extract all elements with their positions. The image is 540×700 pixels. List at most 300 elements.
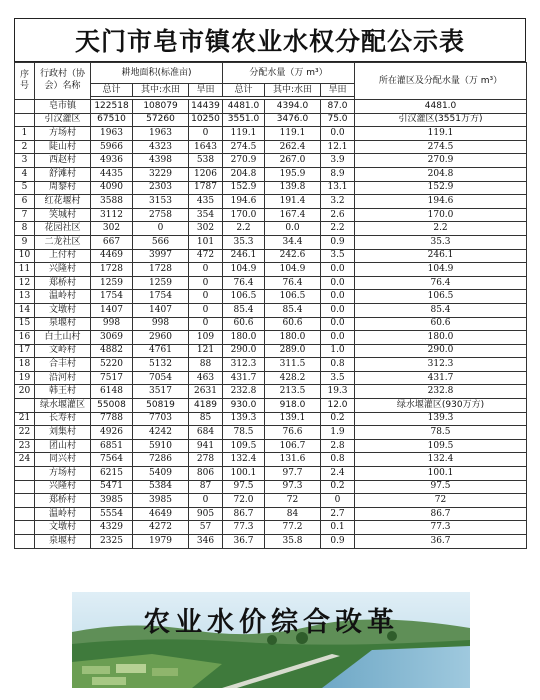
row-water-total: 312.3 (223, 358, 265, 372)
row-irrigation: 431.7 (355, 371, 527, 385)
row-seq: 7 (15, 208, 35, 222)
row-seq (15, 399, 35, 413)
row-water-total: 109.5 (223, 439, 265, 453)
row-village-name: 刘集村 (35, 426, 91, 440)
row-village-name: 郑桥村 (35, 494, 91, 508)
row-area-total: 5220 (91, 358, 133, 372)
row-water-paddy: 139.1 (265, 412, 321, 426)
row-water-dry: 0.0 (321, 331, 355, 345)
row-area-paddy: 2303 (133, 181, 189, 195)
row-water-paddy: 311.5 (265, 358, 321, 372)
row-seq (15, 467, 35, 481)
row-area-dry: 101 (189, 235, 223, 249)
row-area-total: 3112 (91, 208, 133, 222)
row-area-dry: 346 (189, 535, 223, 549)
row-area-total: 4882 (91, 344, 133, 358)
row-area-total: 3588 (91, 195, 133, 209)
row-village-name: 合丰村 (35, 358, 91, 372)
row-area-dry: 0 (189, 317, 223, 331)
row-water-dry: 0.8 (321, 358, 355, 372)
row-water-paddy: 195.9 (265, 167, 321, 181)
row-water-paddy: 213.5 (265, 385, 321, 399)
row-area-total: 302 (91, 222, 133, 236)
row-seq: 10 (15, 249, 35, 263)
row-village-name: 沿河村 (35, 371, 91, 385)
row-irrigation: 312.3 (355, 358, 527, 372)
row-village-name: 团山村 (35, 439, 91, 453)
row-area-total: 1728 (91, 263, 133, 277)
row-water-paddy: 428.2 (265, 371, 321, 385)
banner-image (72, 592, 470, 688)
row-seq (15, 521, 35, 535)
row-water-paddy: 76.4 (265, 276, 321, 290)
row-area-total: 4469 (91, 249, 133, 263)
row-area-dry: 109 (189, 331, 223, 345)
row-area-dry: 354 (189, 208, 223, 222)
row-area-total: 2325 (91, 535, 133, 549)
row-area-dry: 14439 (189, 100, 223, 114)
row-water-dry: 2.6 (321, 208, 355, 222)
header-water-group: 分配水量（万 m³） (223, 63, 355, 84)
table-header (15, 63, 527, 100)
row-area-total: 3069 (91, 331, 133, 345)
row-water-total: 431.7 (223, 371, 265, 385)
row-water-total: 85.4 (223, 303, 265, 317)
row-seq (15, 100, 35, 114)
row-area-paddy: 7703 (133, 412, 189, 426)
table-row (15, 494, 527, 508)
row-area-dry: 278 (189, 453, 223, 467)
row-village-name: 皂市镇 (35, 100, 91, 114)
row-area-total: 5554 (91, 507, 133, 521)
row-village-name: 花园社区 (35, 222, 91, 236)
row-seq: 22 (15, 426, 35, 440)
water-allocation-table-wrap (14, 62, 526, 549)
row-seq: 6 (15, 195, 35, 209)
header-area-total: 总计 (91, 84, 133, 97)
row-area-dry: 0 (189, 303, 223, 317)
row-water-paddy: 60.6 (265, 317, 321, 331)
row-area-paddy: 5910 (133, 439, 189, 453)
row-irrigation: 109.5 (355, 439, 527, 453)
row-seq: 14 (15, 303, 35, 317)
row-water-dry: 19.3 (321, 385, 355, 399)
row-irrigation: 274.5 (355, 140, 527, 154)
row-water-total: 139.3 (223, 412, 265, 426)
row-seq: 20 (15, 385, 35, 399)
table-body (15, 100, 527, 549)
header-water-total: 总计 (223, 84, 265, 97)
row-water-dry: 0 (321, 494, 355, 508)
row-village-name: 二龙社区 (35, 235, 91, 249)
row-irrigation: 4481.0 (355, 100, 527, 114)
row-area-dry: 10250 (189, 113, 223, 127)
row-water-total: 3551.0 (223, 113, 265, 127)
row-water-total: 246.1 (223, 249, 265, 263)
table-row (15, 358, 527, 372)
row-irrigation: 180.0 (355, 331, 527, 345)
row-water-dry: 3.5 (321, 371, 355, 385)
row-area-dry: 538 (189, 154, 223, 168)
row-area-paddy: 4323 (133, 140, 189, 154)
row-area-total: 6148 (91, 385, 133, 399)
row-area-total: 1259 (91, 276, 133, 290)
row-irrigation: 204.8 (355, 167, 527, 181)
row-area-dry: 806 (189, 467, 223, 481)
table-row (15, 167, 527, 181)
row-area-total: 7788 (91, 412, 133, 426)
row-water-total: 2.2 (223, 222, 265, 236)
row-water-paddy: 267.0 (265, 154, 321, 168)
row-area-paddy: 4761 (133, 344, 189, 358)
table-row (15, 222, 527, 236)
row-seq: 11 (15, 263, 35, 277)
row-water-total: 180.0 (223, 331, 265, 345)
row-area-total: 4936 (91, 154, 133, 168)
row-water-dry: 75.0 (321, 113, 355, 127)
row-water-paddy: 180.0 (265, 331, 321, 345)
row-area-paddy: 7286 (133, 453, 189, 467)
table-summary-row (15, 113, 527, 127)
row-water-dry: 0.2 (321, 412, 355, 426)
row-seq: 17 (15, 344, 35, 358)
row-water-paddy: 0.0 (265, 222, 321, 236)
row-irrigation: 97.5 (355, 480, 527, 494)
row-village-name: 文墩村 (35, 521, 91, 535)
row-irrigation: 60.6 (355, 317, 527, 331)
row-area-paddy: 1963 (133, 127, 189, 141)
row-area-paddy: 3997 (133, 249, 189, 263)
row-village-name: 红花堰村 (35, 195, 91, 209)
row-village-name: 温岭村 (35, 507, 91, 521)
row-seq (15, 535, 35, 549)
row-area-dry: 1206 (189, 167, 223, 181)
row-water-total: 97.5 (223, 480, 265, 494)
row-water-paddy: 34.4 (265, 235, 321, 249)
row-village-name: 同兴村 (35, 453, 91, 467)
row-area-total: 5471 (91, 480, 133, 494)
row-water-total: 204.8 (223, 167, 265, 181)
row-water-dry: 0.9 (321, 235, 355, 249)
row-water-paddy: 76.6 (265, 426, 321, 440)
row-seq: 12 (15, 276, 35, 290)
row-water-dry: 2.4 (321, 467, 355, 481)
row-water-dry: 3.2 (321, 195, 355, 209)
row-seq: 19 (15, 371, 35, 385)
table-row (15, 140, 527, 154)
row-irrigation: 76.4 (355, 276, 527, 290)
row-water-total: 270.9 (223, 154, 265, 168)
row-village-name: 舒滩村 (35, 167, 91, 181)
row-water-dry: 8.9 (321, 167, 355, 181)
row-water-dry: 2.7 (321, 507, 355, 521)
row-seq: 5 (15, 181, 35, 195)
row-village-name: 方场村 (35, 467, 91, 481)
row-village-name: 兴隆村 (35, 480, 91, 494)
table-row (15, 317, 527, 331)
row-water-total: 119.1 (223, 127, 265, 141)
row-water-paddy: 106.7 (265, 439, 321, 453)
row-area-total: 3985 (91, 494, 133, 508)
row-area-total: 4435 (91, 167, 133, 181)
row-water-total: 4481.0 (223, 100, 265, 114)
row-area-dry: 1787 (189, 181, 223, 195)
table-row (15, 507, 527, 521)
row-area-paddy: 566 (133, 235, 189, 249)
row-village-name: 文墩村 (35, 303, 91, 317)
row-seq: 23 (15, 439, 35, 453)
row-water-paddy: 289.0 (265, 344, 321, 358)
row-area-total: 4090 (91, 181, 133, 195)
row-water-total: 86.7 (223, 507, 265, 521)
row-area-paddy: 57260 (133, 113, 189, 127)
row-area-total: 4926 (91, 426, 133, 440)
row-water-paddy: 119.1 (265, 127, 321, 141)
row-irrigation: 35.3 (355, 235, 527, 249)
row-water-total: 72.0 (223, 494, 265, 508)
row-area-total: 7517 (91, 371, 133, 385)
row-water-paddy: 4394.0 (265, 100, 321, 114)
row-water-dry: 0.9 (321, 535, 355, 549)
row-water-total: 232.8 (223, 385, 265, 399)
header-irrigation: 所在灌区及分配水量（万 m³） (355, 63, 527, 100)
row-water-dry: 0.8 (321, 453, 355, 467)
table-row (15, 467, 527, 481)
row-seq: 18 (15, 358, 35, 372)
row-area-total: 1407 (91, 303, 133, 317)
row-seq: 3 (15, 154, 35, 168)
row-irrigation: 绿水堰灌区(930万方) (355, 399, 527, 413)
row-area-paddy: 3985 (133, 494, 189, 508)
row-village-name: 上付村 (35, 249, 91, 263)
row-water-total: 132.4 (223, 453, 265, 467)
row-water-dry: 1.9 (321, 426, 355, 440)
row-water-dry: 2.2 (321, 222, 355, 236)
row-area-total: 1963 (91, 127, 133, 141)
row-water-total: 104.9 (223, 263, 265, 277)
header-village: 行政村（协会）名称 (35, 63, 91, 100)
table-row (15, 535, 527, 549)
row-irrigation: 100.1 (355, 467, 527, 481)
row-village-name: 温岭村 (35, 290, 91, 304)
row-water-total: 100.1 (223, 467, 265, 481)
table-row (15, 249, 527, 263)
row-water-dry: 3.9 (321, 154, 355, 168)
row-water-dry: 0.0 (321, 127, 355, 141)
header-seq: 序号 (15, 63, 35, 100)
row-seq: 1 (15, 127, 35, 141)
row-water-dry: 13.1 (321, 181, 355, 195)
row-water-total: 35.3 (223, 235, 265, 249)
row-irrigation: 85.4 (355, 303, 527, 317)
row-village-name: 郑桥村 (35, 276, 91, 290)
row-water-paddy: 77.2 (265, 521, 321, 535)
row-water-paddy: 139.8 (265, 181, 321, 195)
row-area-paddy: 1407 (133, 303, 189, 317)
row-area-paddy: 1754 (133, 290, 189, 304)
row-water-total: 930.0 (223, 399, 265, 413)
row-water-paddy: 85.4 (265, 303, 321, 317)
row-water-paddy: 106.5 (265, 290, 321, 304)
row-area-dry: 85 (189, 412, 223, 426)
row-area-paddy: 2960 (133, 331, 189, 345)
row-water-paddy: 191.4 (265, 195, 321, 209)
row-water-paddy: 35.8 (265, 535, 321, 549)
table-row (15, 263, 527, 277)
table-row (15, 439, 527, 453)
row-area-dry: 88 (189, 358, 223, 372)
row-area-paddy: 5132 (133, 358, 189, 372)
row-irrigation: 119.1 (355, 127, 527, 141)
row-area-paddy: 5384 (133, 480, 189, 494)
row-water-total: 60.6 (223, 317, 265, 331)
row-area-paddy: 998 (133, 317, 189, 331)
row-water-dry: 0.0 (321, 263, 355, 277)
row-irrigation: 270.9 (355, 154, 527, 168)
row-water-dry: 12.1 (321, 140, 355, 154)
row-area-paddy: 4242 (133, 426, 189, 440)
table-summary-row (15, 399, 527, 413)
row-seq: 15 (15, 317, 35, 331)
row-area-paddy: 3517 (133, 385, 189, 399)
row-village-name: 长寿村 (35, 412, 91, 426)
row-area-paddy: 5409 (133, 467, 189, 481)
row-water-total: 170.0 (223, 208, 265, 222)
row-irrigation: 170.0 (355, 208, 527, 222)
row-village-name: 陡山村 (35, 140, 91, 154)
row-irrigation: 78.5 (355, 426, 527, 440)
row-village-name: 白土山村 (35, 331, 91, 345)
row-area-dry: 684 (189, 426, 223, 440)
table-row (15, 453, 527, 467)
row-village-name: 文岭村 (35, 344, 91, 358)
header-area-group: 耕地面积(标准亩) (91, 63, 223, 84)
row-irrigation: 152.9 (355, 181, 527, 195)
row-water-total: 274.5 (223, 140, 265, 154)
row-seq: 4 (15, 167, 35, 181)
row-seq (15, 113, 35, 127)
table-row (15, 480, 527, 494)
row-area-dry: 1643 (189, 140, 223, 154)
row-seq: 2 (15, 140, 35, 154)
row-water-dry: 0.0 (321, 276, 355, 290)
row-area-paddy: 0 (133, 222, 189, 236)
row-area-dry: 905 (189, 507, 223, 521)
row-area-total: 55008 (91, 399, 133, 413)
row-area-paddy: 1259 (133, 276, 189, 290)
row-area-dry: 2631 (189, 385, 223, 399)
header-water-paddy: 其中:水田 (265, 84, 321, 97)
row-irrigation: 104.9 (355, 263, 527, 277)
row-water-dry: 3.5 (321, 249, 355, 263)
row-area-dry: 302 (189, 222, 223, 236)
row-irrigation: 290.0 (355, 344, 527, 358)
row-water-dry: 0.0 (321, 317, 355, 331)
row-area-paddy: 4398 (133, 154, 189, 168)
row-village-name: 笑城村 (35, 208, 91, 222)
row-irrigation: 106.5 (355, 290, 527, 304)
row-water-paddy: 3476.0 (265, 113, 321, 127)
row-area-paddy: 108079 (133, 100, 189, 114)
row-area-paddy: 50819 (133, 399, 189, 413)
row-area-total: 7564 (91, 453, 133, 467)
row-water-paddy: 104.9 (265, 263, 321, 277)
row-water-dry: 2.8 (321, 439, 355, 453)
water-allocation-table (14, 62, 527, 549)
table-row (15, 331, 527, 345)
table-summary-row (15, 100, 527, 114)
row-seq: 8 (15, 222, 35, 236)
row-area-dry: 0 (189, 290, 223, 304)
row-area-paddy: 3153 (133, 195, 189, 209)
row-irrigation: 86.7 (355, 507, 527, 521)
row-village-name: 方场村 (35, 127, 91, 141)
table-row (15, 154, 527, 168)
document-title: 天门市皂市镇农业水权分配公示表 (14, 18, 526, 62)
row-irrigation: 72 (355, 494, 527, 508)
row-irrigation: 引汉灌区(3551万方) (355, 113, 527, 127)
row-area-paddy: 4649 (133, 507, 189, 521)
row-area-dry: 463 (189, 371, 223, 385)
row-area-total: 6851 (91, 439, 133, 453)
row-area-paddy: 4272 (133, 521, 189, 535)
row-irrigation: 36.7 (355, 535, 527, 549)
row-village-name: 引汉灌区 (35, 113, 91, 127)
row-irrigation: 132.4 (355, 453, 527, 467)
row-water-dry: 1.0 (321, 344, 355, 358)
table-row (15, 344, 527, 358)
row-irrigation: 246.1 (355, 249, 527, 263)
row-area-dry: 941 (189, 439, 223, 453)
row-area-total: 6215 (91, 467, 133, 481)
row-village-name: 绿水堰灌区 (35, 399, 91, 413)
row-seq: 24 (15, 453, 35, 467)
row-village-name: 泉堰村 (35, 317, 91, 331)
header-area-dry: 旱田 (189, 84, 223, 97)
row-water-total: 290.0 (223, 344, 265, 358)
row-area-dry: 87 (189, 480, 223, 494)
row-area-dry: 472 (189, 249, 223, 263)
row-area-total: 5966 (91, 140, 133, 154)
row-water-paddy: 167.4 (265, 208, 321, 222)
row-water-dry: 0.0 (321, 290, 355, 304)
row-area-paddy: 1728 (133, 263, 189, 277)
row-irrigation: 139.3 (355, 412, 527, 426)
row-seq (15, 494, 35, 508)
table-row (15, 385, 527, 399)
table-row (15, 276, 527, 290)
table-row (15, 290, 527, 304)
row-area-dry: 435 (189, 195, 223, 209)
row-area-total: 1754 (91, 290, 133, 304)
row-irrigation: 2.2 (355, 222, 527, 236)
row-seq: 21 (15, 412, 35, 426)
row-water-paddy: 262.4 (265, 140, 321, 154)
row-seq (15, 507, 35, 521)
row-village-name: 兴隆村 (35, 263, 91, 277)
row-area-total: 4329 (91, 521, 133, 535)
row-area-paddy: 1979 (133, 535, 189, 549)
row-village-name: 西赵村 (35, 154, 91, 168)
row-seq: 9 (15, 235, 35, 249)
row-water-paddy: 97.3 (265, 480, 321, 494)
row-seq: 13 (15, 290, 35, 304)
row-water-dry: 0.1 (321, 521, 355, 535)
row-area-dry: 0 (189, 263, 223, 277)
row-water-total: 77.3 (223, 521, 265, 535)
table-row (15, 521, 527, 535)
row-area-dry: 0 (189, 276, 223, 290)
